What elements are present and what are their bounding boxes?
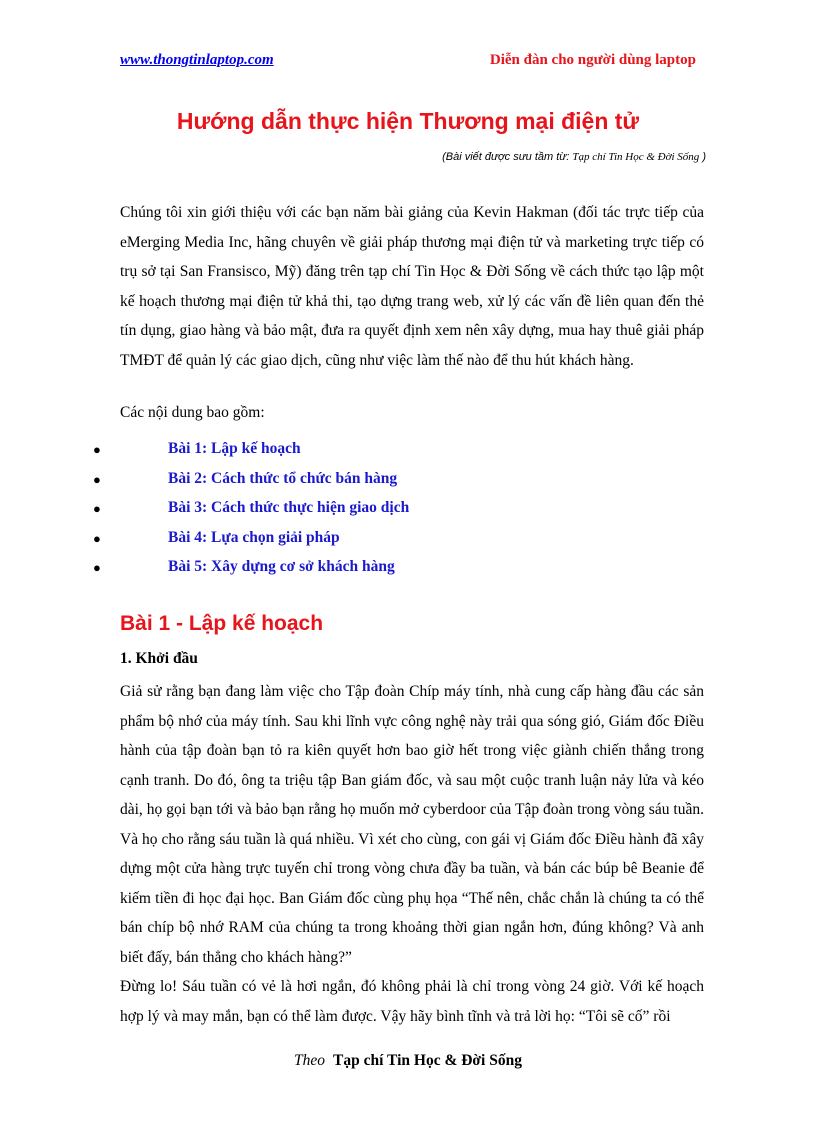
contents-item-label: Bài 2: Cách thức tổ chức bán hàng [168,469,398,487]
list-item [0,552,816,582]
section-heading: Bài 1 - Lập kế hoạch [120,612,324,635]
page-header [120,52,696,72]
header-tagline: Diễn đàn cho người dùng laptop [489,52,696,68]
site-link[interactable]: www.thongtinlaptop.com [120,52,274,68]
page-footer [0,1052,816,1070]
bullet-icon: ● [93,471,101,487]
list-item [0,523,816,553]
body-paragraph: Giả sử rằng bạn đang làm việc cho Tập đoàn Chíp máy tính, nhà cung cấp hàng đầu các sản phẩm bộ nhớ của máy tính. Sau khi lĩnh vực công nghệ này trải qua sóng gió, Giám đốc Điều hành của tập đoàn bạn tỏ ra kiên quyết hơn bao giờ hết trong việc giành chiến thắng trong cạnh tranh. Do đó, ông ta triệu tập Ban giám đốc, và sau một cuộc tranh luận nảy lửa và kéo dài, họ gọi bạn tới và bảo bạn rằng họ muốn mở cyberdoor của Tập đoàn trong vòng sáu tuần. Và họ cho rằng sáu tuần là quá nhiều. Vì xét cho cùng, con gái vị Giám đốc Điều hành đã xây dựng một cửa hàng trực tuyến chỉ trong vòng chưa đầy ba tuần, và bán các búp bê Beanie để kiếm tiền đi học đại học. Ban Giám đốc cùng phụ họa “Thế nên, chắc chắn là chúng ta có thể bán chíp bộ nhớ RAM của chúng ta trong khoảng thời gian ngắn hơn, đúng không? Và anh biết đấy, bán thẳng cho khách hàng?” [120,683,704,966]
list-item [0,434,816,464]
contents-label: Các nội dung bao gồm: [120,404,265,421]
bullet-icon: ● [93,560,101,575]
contents-item-label: Bài 4: Lựa chọn giải pháp [168,528,340,546]
contents-item-label: Bài 5: Xây dựng cơ sở khách hàng [168,558,395,575]
bullet-icon: ● [93,501,101,516]
contents-item-label: Bài 1: Lập kế hoạch [168,440,301,457]
bullet-icon: ● [93,442,101,457]
intro-paragraph: Chúng tôi xin giới thiệu với các bạn năm bài giảng của Kevin Hakman (đối tác trực tiếp của eMerging Media Inc, hãng chuyên về giải pháp thương mại điện tử và marketing trực tiếp có trụ sở tại San Fransisco, Mỹ) đăng trên tạp chí Tin Học & Đời Sống về cách thức tạo lập một kế hoạch thương mại điện tử khả thi, tạo dựng trang web, xử lý các vấn đề liên quan đến thẻ tín dụng, giao hàng và bảo mật, đưa ra quyết định xem nên xây dựng, mua hay thuê giải pháp TMĐT để quản lý các giao dịch, cũng như việc làm thế nào để thu hút khách hàng. [120,204,704,369]
body-paragraph: Đừng lo! Sáu tuần có vẻ là hơi ngắn, đó không phải là chỉ trong vòng 24 giờ. Với kế hoạch hợp lý và may mắn, bạn có thể làm được. Vậy hãy bình tĩnh và trả lời họ: “Tôi sẽ cố” rồi [120,978,704,1025]
source-prefix: (Bài viết được sưu tầm từ: [442,151,573,163]
contents-item-label: Bài 3: Cách thức thực hiện giao dịch [168,499,410,516]
intro-block [120,198,704,375]
list-item [0,493,816,523]
subsection-heading: 1. Khởi đầu [120,650,198,667]
source-publication: Tạp chí Tin Học & Đời Sống [572,151,700,163]
section-body [120,677,704,1031]
list-item [0,464,816,494]
footer-by: Theo [294,1052,326,1069]
source-note [442,151,706,163]
footer-publication: Tạp chí Tin Học & Đời Sống [333,1052,522,1069]
bullet-icon: ● [93,530,101,546]
document-title: Hướng dẫn thực hiện Thương mại điện tử [176,108,640,134]
contents-list [0,434,816,582]
source-suffix: ) [699,151,706,163]
